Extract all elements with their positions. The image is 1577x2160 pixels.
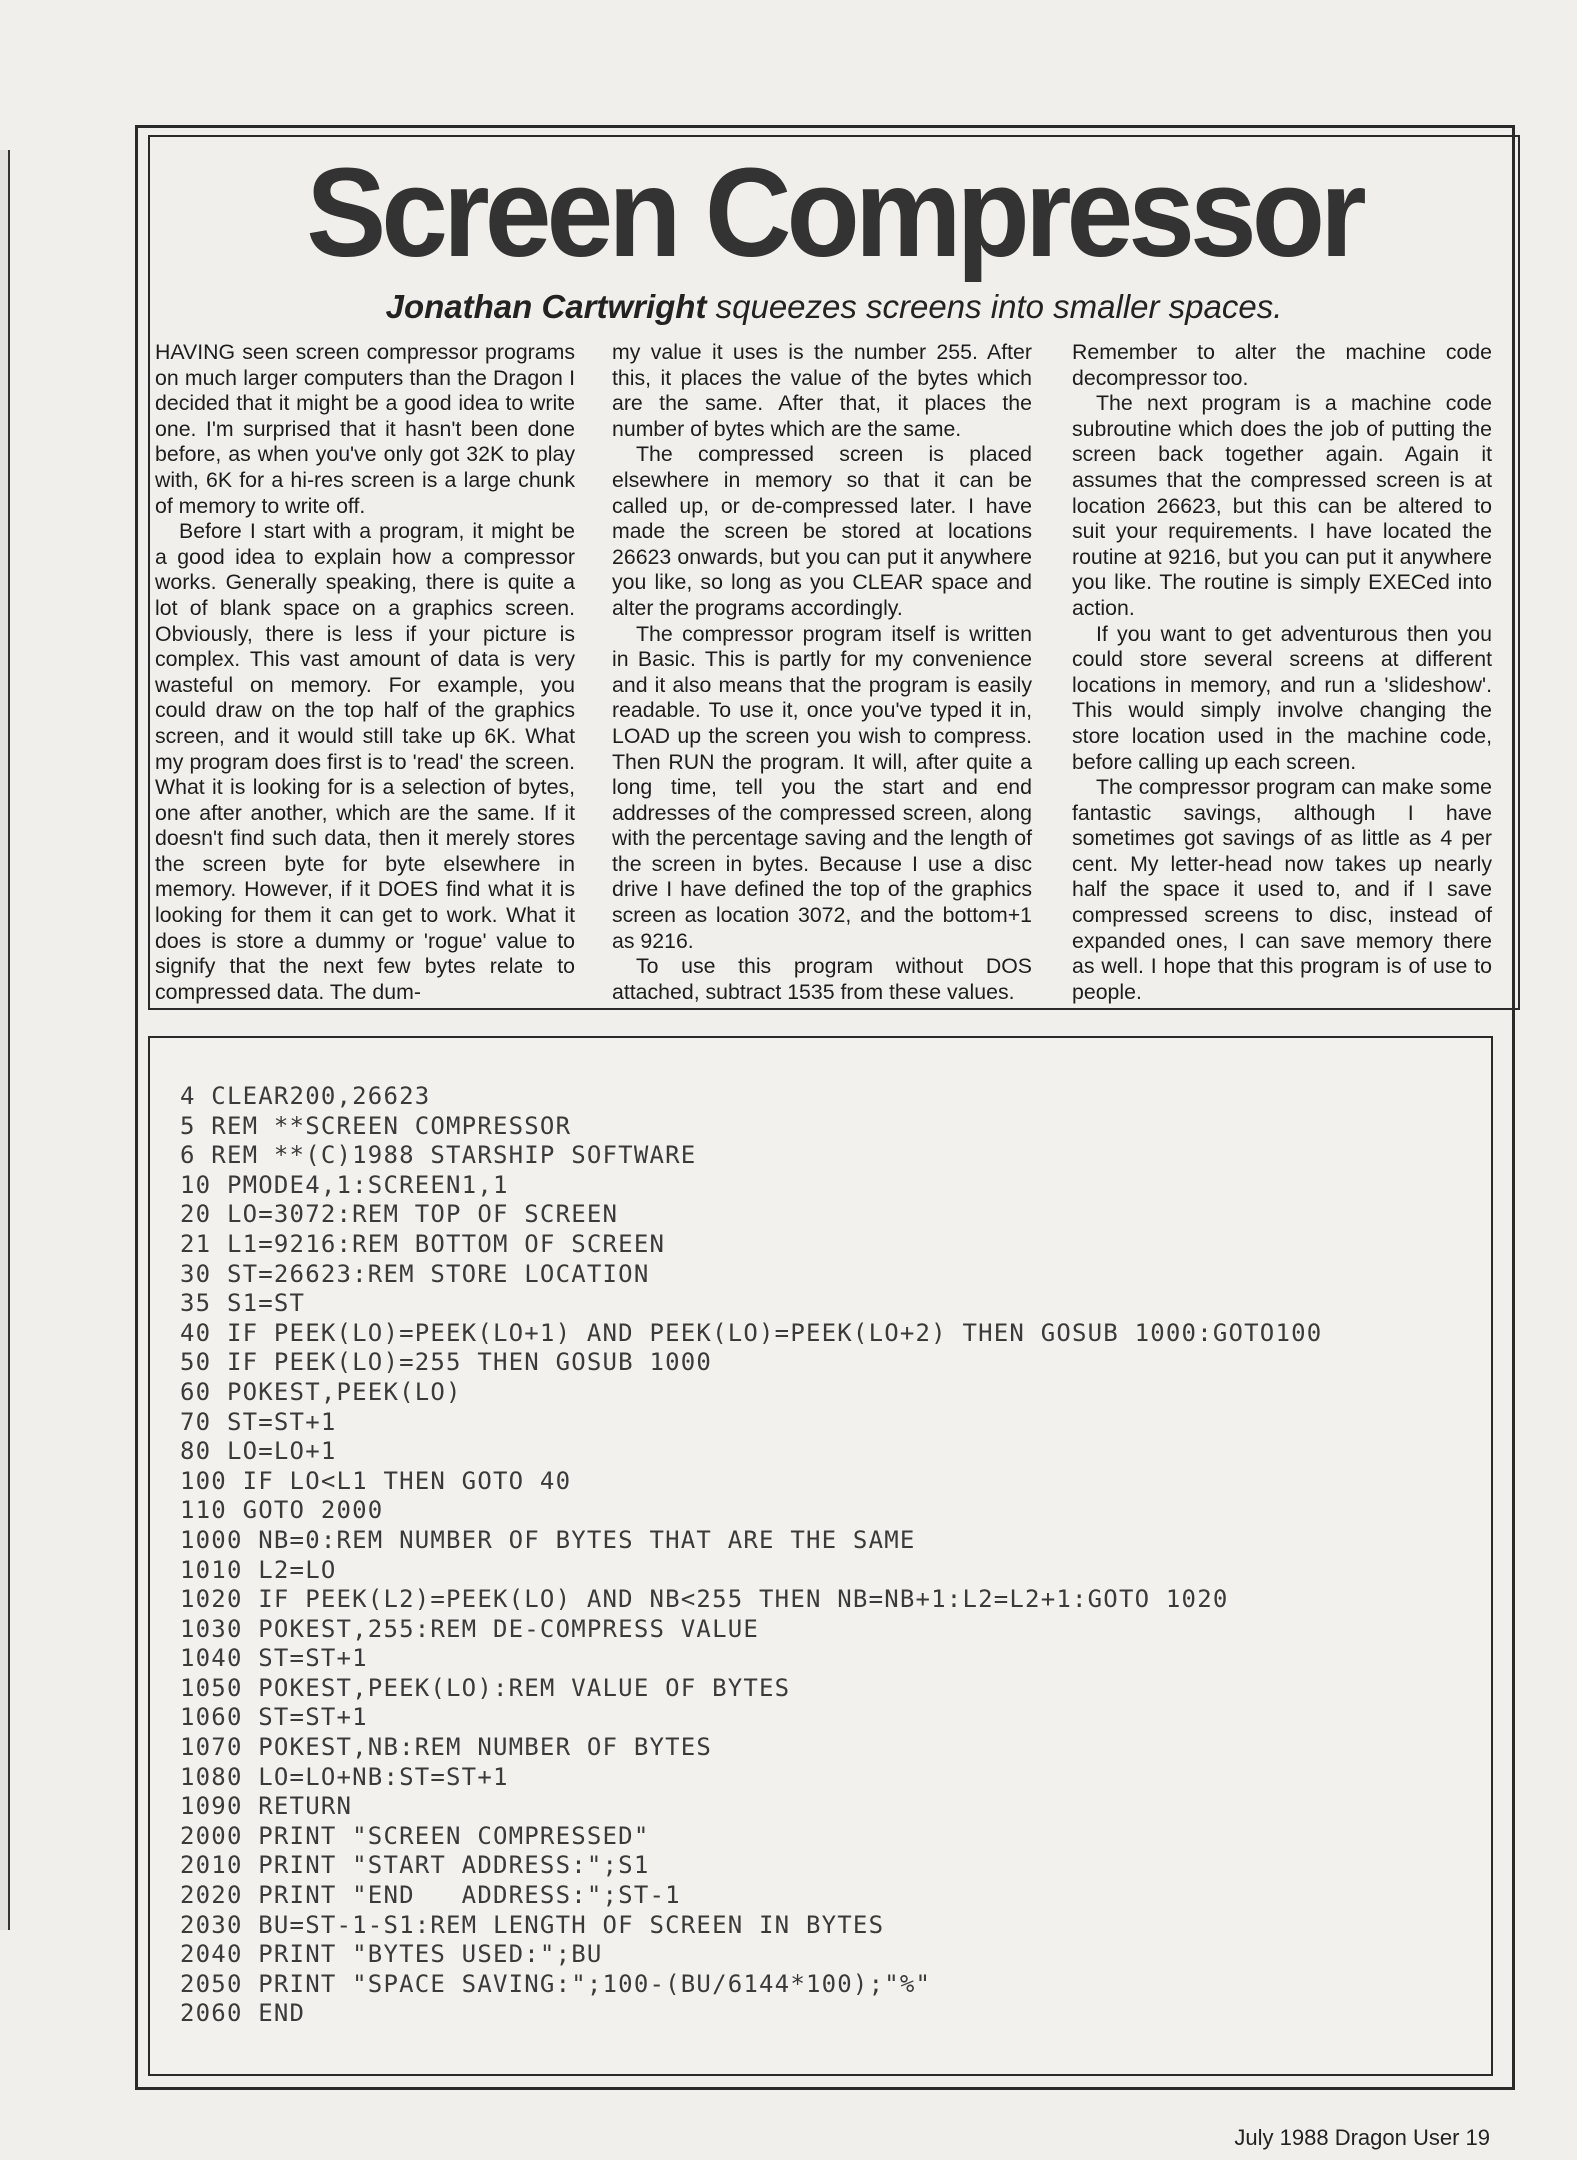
page-footer: July 1988 Dragon User 19 (1234, 2125, 1490, 2150)
facing-page-edge (0, 150, 10, 1930)
listing-line: 20 LO=3072:REM TOP OF SCREEN (180, 1200, 619, 1229)
paragraph: The compressor program can make some fantastic savings, although I have sometimes got savings of as little as 4 per cent. My letter-head now takes up nearly half the space it used to, and if I save compressed screens to disc, instead of expanded ones, I can save memory there as well. I hope that this program is of use to people. (1072, 775, 1492, 1004)
listing-line: 21 L1=9216:REM BOTTOM OF SCREEN (180, 1229, 666, 1258)
listing-line: 1070 POKEST,NB:REM NUMBER OF BYTES (180, 1733, 713, 1762)
listing-line: 30 ST=26623:REM STORE LOCATION (180, 1259, 650, 1288)
listing-line: 2020 PRINT "END ADDRESS:";ST-1 (180, 1881, 681, 1910)
author-name: Jonathan Cartwright (385, 288, 707, 325)
listing-line: 5 REM **SCREEN COMPRESSOR (180, 1111, 572, 1140)
standfirst-text: squeezes screens into smaller spaces. (706, 288, 1283, 325)
body-column-1 (155, 340, 575, 1005)
paragraph: To use this program without DOS attached, subtract 1535 from these values. (612, 954, 1032, 1004)
paragraph: The compressed screen is placed elsewhere in memory so that it can be called up, or de-compressed later. I have made the screen be stored at locations 26623 onwards, but you can put it anywhere you like, so long as you CLEAR space and alter the programs accordingly. (612, 442, 1032, 620)
listing-line: 35 S1=ST (180, 1289, 306, 1318)
paragraph: The next program is a machine code subroutine which does the job of putting the screen back together again. Again it assumes that the compressed screen is at location 26623, but this can be altered to suit your requirements. I have located the routine at 9216, but you can put it anywhere you like. The routine is simply EXECed into action. (1072, 391, 1492, 620)
standfirst (148, 288, 1520, 326)
listing-line: 50 IF PEEK(LO)=255 THEN GOSUB 1000 (180, 1348, 713, 1377)
listing-line: 80 LO=LO+1 (180, 1437, 337, 1466)
body-column-2 (612, 340, 1032, 1005)
listing-line: 2060 END (180, 1999, 306, 2028)
listing-line: 1050 POKEST,PEEK(LO):REM VALUE OF BYTES (180, 1673, 791, 1702)
program-listing (180, 1082, 1480, 2029)
listing-line: 4 CLEAR200,26623 (180, 1082, 431, 1110)
listing-line: 2010 PRINT "START ADDRESS:";S1 (180, 1851, 650, 1880)
paragraph: Before I start with a program, it might be a good idea to explain how a compressor works. Generally speaking, there is quite a lot of blank space on a graphics screen. Obviously, there is less if your picture is complex. This vast amount of data is very wasteful on memory. For example, you could draw on the top half of the graphics screen, and it would still take up 6K. What my program does first is to 'read' the screen. What it is looking for is a selection of bytes, one after another, which are the same. If it doesn't find such data, then it merely stores the screen byte for byte elsewhere in memory. However, if it DOES find what it is looking for them it can get to work. What it does is store a dummy or 'rogue' value to signify that the next few bytes relate to compressed data. The dum- (155, 519, 575, 1004)
listing-line: 1080 LO=LO+NB:ST=ST+1 (180, 1762, 509, 1791)
listing-line: 40 IF PEEK(LO)=PEEK(LO+1) AND PEEK(LO)=PEEK(LO+2) THEN GOSUB 1000:GOTO100 (180, 1318, 1323, 1347)
paragraph: HAVING seen screen compressor programs on much larger computers than the Dragon I decided that it might be a good idea to write one. I'm surprised that it hasn't been done before, as when you've only got 32K to play with, 6K for a hi-res screen is a large chunk of memory to write off. (155, 340, 575, 518)
listing-line: 1060 ST=ST+1 (180, 1703, 368, 1732)
listing-line: 1020 IF PEEK(L2)=PEEK(LO) AND NB<255 THEN NB=NB+1:L2=L2+1:GOTO 1020 (180, 1585, 1229, 1614)
listing-line: 1040 ST=ST+1 (180, 1644, 368, 1673)
listing-line: 60 POKEST,PEEK(LO) (180, 1377, 462, 1406)
listing-line: 6 REM **(C)1988 STARSHIP SOFTWARE (180, 1141, 697, 1170)
listing-line: 70 ST=ST+1 (180, 1407, 337, 1436)
listing-line: 2000 PRINT "SCREEN COMPRESSED" (180, 1821, 650, 1850)
paragraph: The compressor program itself is written in Basic. This is partly for my convenience and it also means that the program is easily readable. To use it, once you've typed it in, LOAD up the screen you wish to compress. Then RUN the program. It will, after quite a long time, tell you the start and end addresses of the compressed screen, along with the percentage saving and the length of the screen in bytes. Because I use a disc drive I have defined the top of the graphics screen as location 3072, and the bottom+1 as 9216. (612, 621, 1032, 953)
paragraph: If you want to get adventurous then you could store several screens at different locations in memory, and run a 'slideshow'. This would simply involve changing the store location used in the machine code, before calling up each screen. (1072, 621, 1492, 774)
listing-line: 1000 NB=0:REM NUMBER OF BYTES THAT ARE THE SAME (180, 1525, 916, 1554)
paragraph: Remember to alter the machine code decompressor too. (1072, 340, 1492, 390)
listing-line: 2030 BU=ST-1-S1:REM LENGTH OF SCREEN IN BYTES (180, 1910, 885, 1939)
listing-line: 100 IF LO<L1 THEN GOTO 40 (180, 1466, 572, 1495)
listing-line: 2040 PRINT "BYTES USED:";BU (180, 1940, 603, 1969)
paragraph: my value it uses is the number 255. After this, it places the value of the bytes which are the same. After that, it places the number of bytes which are the same. (612, 340, 1032, 441)
headline: Screen Compressor (306, 142, 1362, 284)
listing-line: 110 GOTO 2000 (180, 1496, 384, 1525)
listing-line: 2050 PRINT "SPACE SAVING:";100-(BU/6144*100);"%" (180, 1969, 932, 1998)
listing-line: 10 PMODE4,1:SCREEN1,1 (180, 1170, 509, 1199)
listing-line: 1010 L2=LO (180, 1555, 337, 1584)
body-column-3 (1072, 340, 1492, 1005)
listing-line: 1090 RETURN (180, 1792, 353, 1821)
listing-line: 1030 POKEST,255:REM DE-COMPRESS VALUE (180, 1614, 760, 1643)
